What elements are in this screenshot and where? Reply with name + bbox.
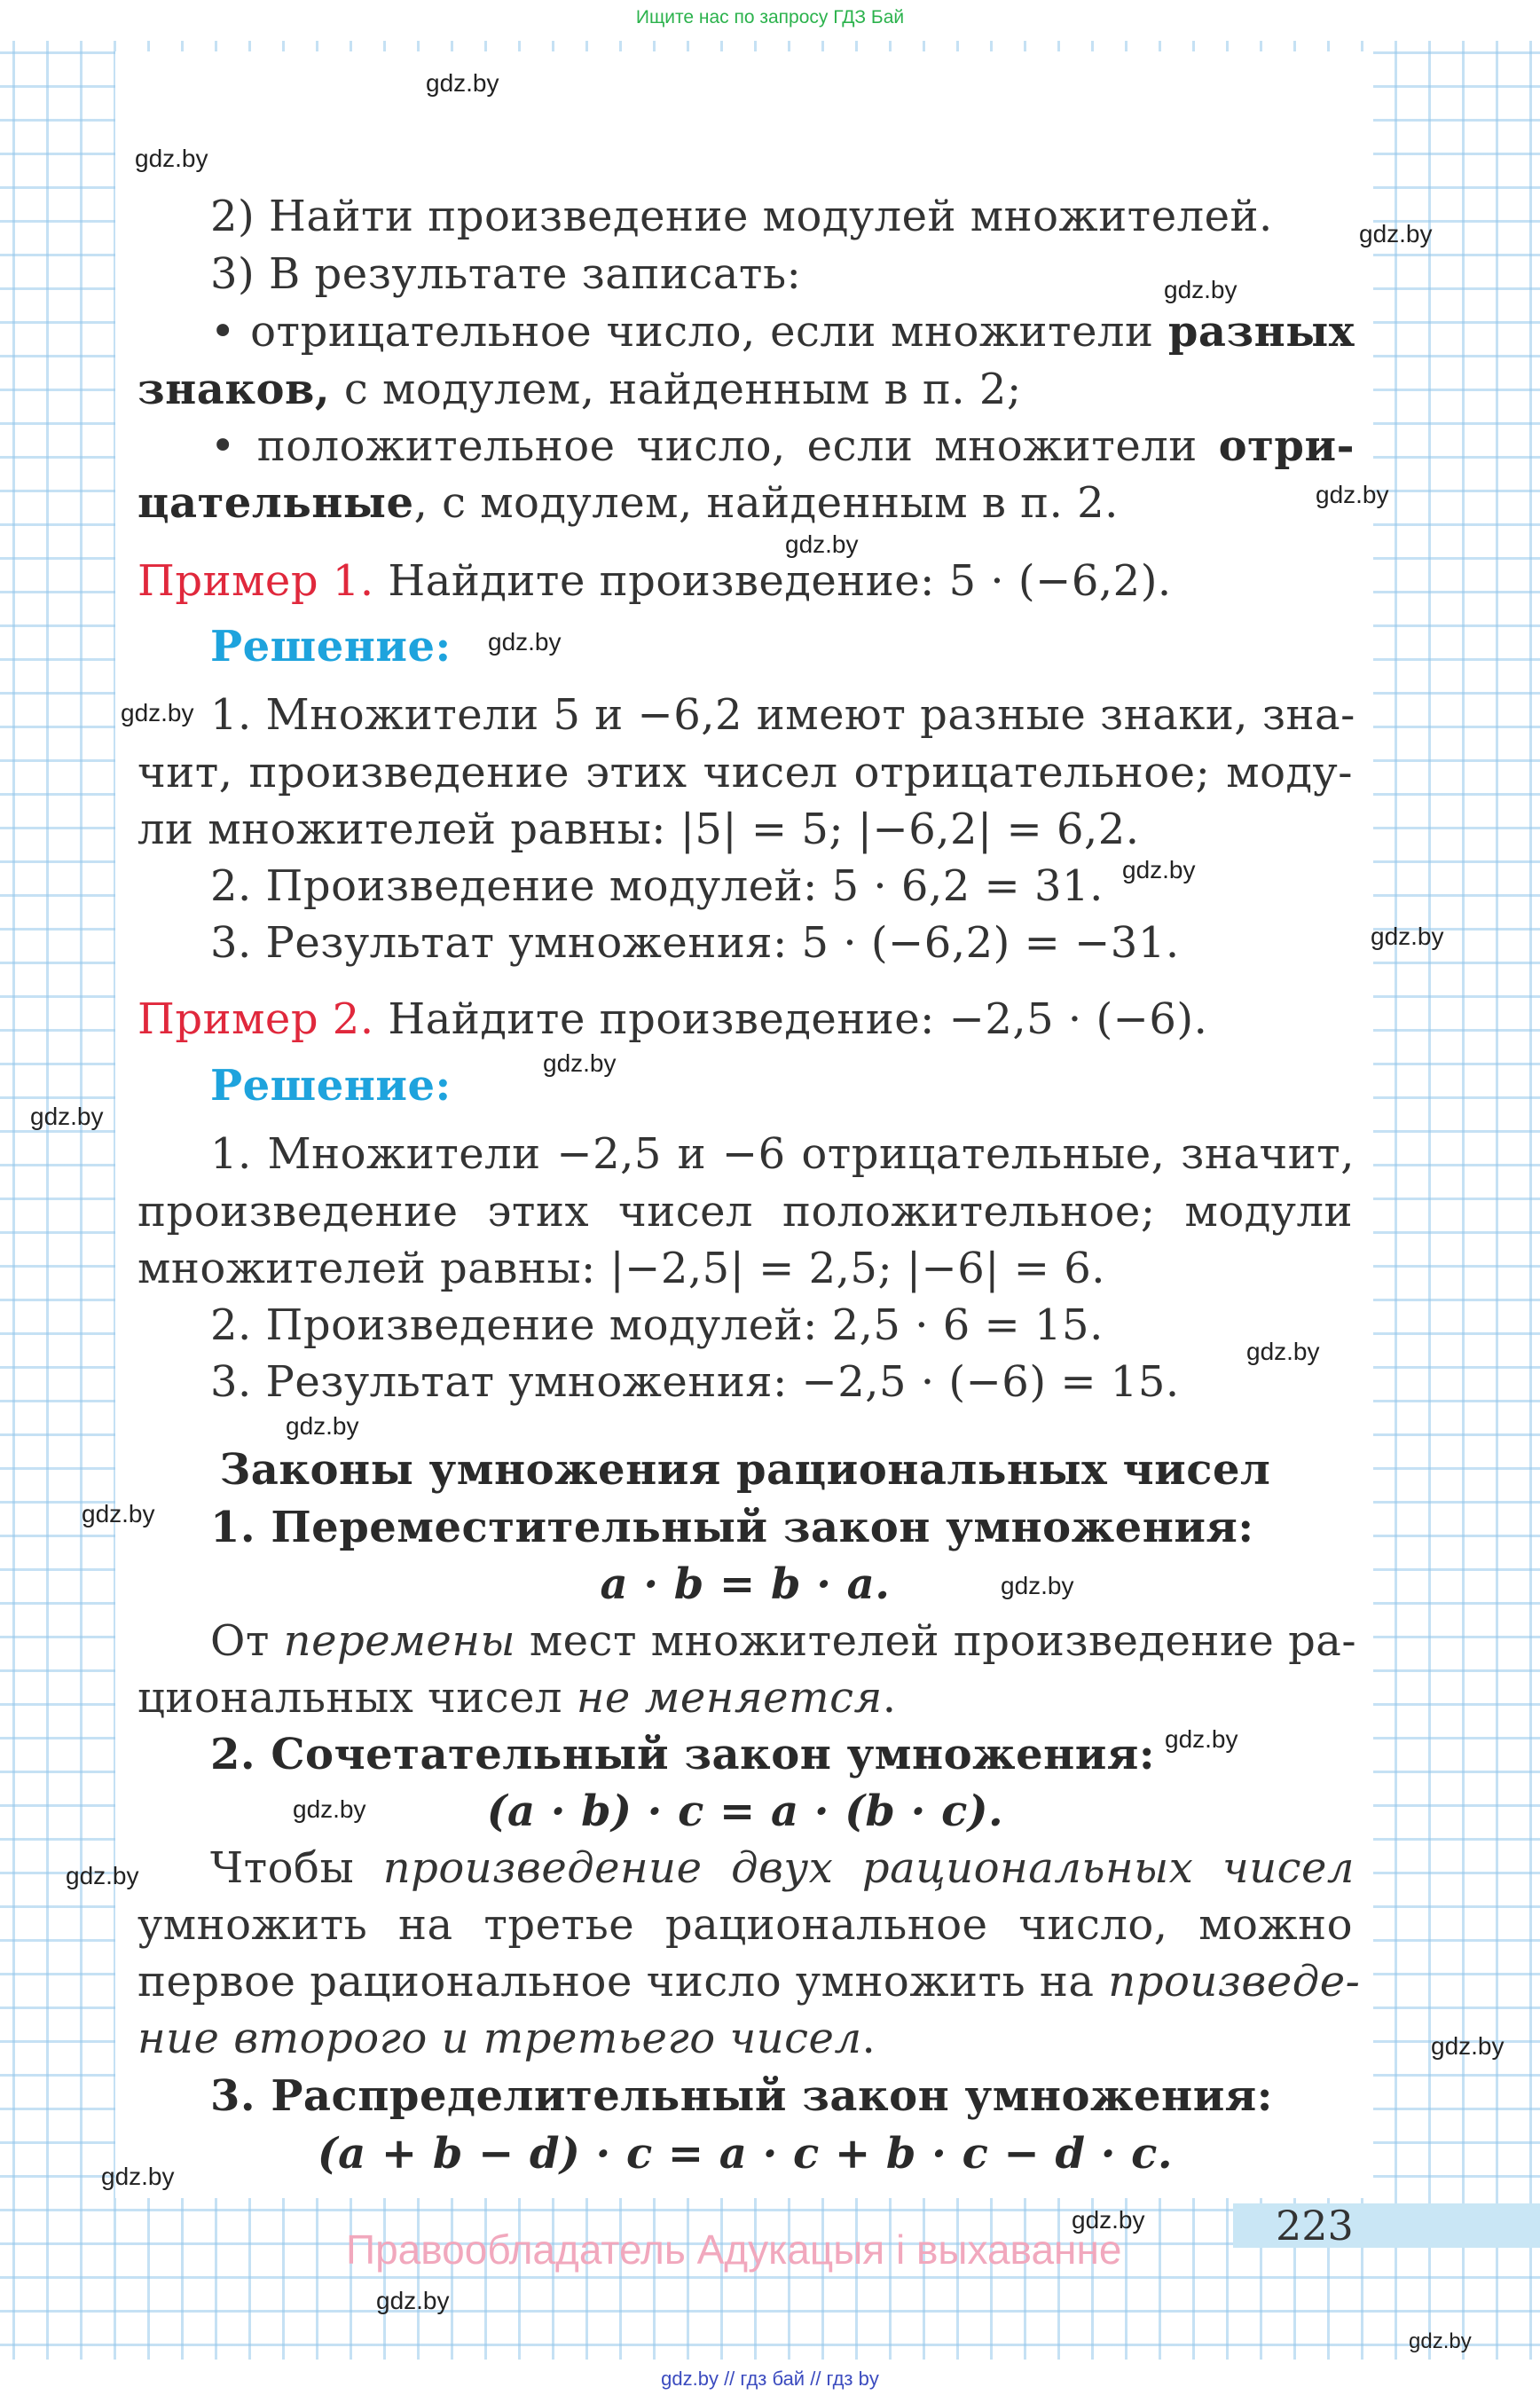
page-number: 223 bbox=[1233, 2203, 1540, 2248]
law-text-italic: ние второго и третьего чисел bbox=[138, 2014, 862, 2063]
law-1-text-line-1 bbox=[210, 1614, 1355, 1669]
law-text: Чтобы bbox=[210, 1843, 355, 1893]
watermark: gdz.by bbox=[376, 2287, 450, 2314]
watermark: gdz.by bbox=[426, 69, 499, 97]
watermark: gdz.by bbox=[101, 2163, 175, 2190]
watermark: gdz.by bbox=[1371, 923, 1444, 950]
watermark: gdz.by bbox=[1246, 1338, 1320, 1365]
law-1-text-line-2 bbox=[138, 1670, 1353, 1725]
watermark: gdz.by bbox=[1359, 220, 1433, 247]
watermark: gdz.by bbox=[1001, 1572, 1074, 1599]
rule-step-2: 2) Найти произведение модулей множителей. bbox=[210, 192, 1273, 241]
watermark: gdz.by bbox=[1431, 2032, 1505, 2060]
watermark: gdz.by bbox=[1316, 481, 1389, 508]
bullet-bold: знаков, bbox=[138, 365, 331, 414]
law-text: циональных чисел bbox=[138, 1673, 563, 1723]
law-3-formula: (a + b − d) · c = a · c + b · c − d · c. bbox=[317, 2129, 1174, 2179]
rule-bullet-2-line-1 bbox=[210, 419, 1355, 474]
bullet-marker: • bbox=[210, 421, 236, 471]
law-text-italic: произведе- bbox=[1108, 1957, 1361, 2006]
example-2-heading bbox=[138, 992, 1353, 1047]
example-1-step-1-line-3: ли множителей равны: |5| = 5; |−6,2| = 6,2. bbox=[138, 805, 1140, 854]
example-1-step-3: 3. Результат умножения: 5 · (−6,2) = −31. bbox=[210, 918, 1180, 968]
law-2-formula: (a · b) · c = a · (b · c). bbox=[486, 1787, 1004, 1836]
example-2-step-1-line-3: множителей равны: |−2,5| = 2,5; |−6| = 6. bbox=[138, 1244, 1106, 1293]
bullet-text: с модулем, найденным в п. 2; bbox=[343, 365, 1022, 414]
watermark: gdz.by bbox=[543, 1049, 617, 1077]
watermark: gdz.by bbox=[82, 1500, 155, 1527]
rule-bullet-1-line-1 bbox=[210, 304, 1355, 359]
watermark: gdz.by bbox=[488, 628, 562, 656]
law-text: первое рациональное число умножить на bbox=[138, 1957, 1095, 2006]
example-1-step-1-line-1: 1. Множители 5 и −6,2 имеют разные знаки, зна- bbox=[210, 690, 1355, 740]
bullet-text: положительное число, если множители bbox=[256, 421, 1198, 471]
example-2-solution-label: Решение: bbox=[210, 1061, 452, 1111]
watermark: gdz.by bbox=[1164, 276, 1238, 303]
law-text-italic: произведение двух рациональных чисел bbox=[382, 1843, 1355, 1893]
watermark: gdz.by bbox=[286, 1412, 359, 1440]
law-1-formula: a · b = b · a. bbox=[600, 1559, 891, 1609]
law-text: . bbox=[861, 2014, 876, 2063]
law-2-title: 2. Сочетательный закон умножения: bbox=[210, 1730, 1156, 1779]
law-1-title: 1. Переместительный закон умножения: bbox=[210, 1503, 1254, 1552]
example-1-label: Пример 1. bbox=[138, 556, 374, 606]
footer-links-text: gdz.by // гдз бай // гдз by bbox=[661, 2368, 879, 2390]
search-banner-text: Ищите нас по запросу ГДЗ Бай bbox=[635, 7, 905, 27]
example-1-solution-label: Решение: bbox=[210, 622, 452, 671]
copyright-notice: Правообладатель Адукацыя і выхаванне bbox=[346, 2226, 1122, 2273]
bullet-bold: разных bbox=[1167, 307, 1355, 357]
law-2-text-line-4 bbox=[138, 2011, 1353, 2066]
example-2-label: Пример 2. bbox=[138, 994, 374, 1044]
law-text: . bbox=[882, 1673, 897, 1723]
example-1-task: Найдите произведение: 5 · (−6,2). bbox=[388, 556, 1172, 606]
watermark: gdz.by bbox=[1409, 2329, 1472, 2353]
watermark: gdz.by bbox=[135, 145, 208, 172]
law-text: мест множителей произведение ра- bbox=[529, 1616, 1357, 1666]
rule-step-3: 3) В результате записать: bbox=[210, 249, 802, 299]
law-2-text-line-1 bbox=[210, 1841, 1355, 1896]
watermark: gdz.by bbox=[785, 530, 859, 558]
example-2-task: Найдите произведение: −2,5 · (−6). bbox=[388, 994, 1208, 1044]
bullet-bold: отри- bbox=[1218, 421, 1355, 471]
example-2-step-2: 2. Произведение модулей: 2,5 · 6 = 15. bbox=[210, 1300, 1104, 1350]
law-text: От bbox=[210, 1616, 270, 1666]
bullet-text: отрицательное число, если множители bbox=[250, 307, 1154, 357]
law-text-italic: перемены bbox=[283, 1616, 516, 1666]
rule-bullet-2-line-2 bbox=[138, 475, 1353, 530]
example-2-step-1-line-2: произведение этих чисел положительное; модули bbox=[138, 1187, 1353, 1237]
rule-bullet-1-line-2 bbox=[138, 362, 1353, 417]
example-1-step-2: 2. Произведение модулей: 5 · 6,2 = 31. bbox=[210, 861, 1104, 911]
laws-title: Законы умножения рациональных чисел bbox=[219, 1445, 1271, 1495]
example-1-step-1-line-2: чит, произведение этих чисел отрицательное; моду- bbox=[138, 748, 1353, 797]
search-banner[interactable] bbox=[0, 0, 1540, 41]
watermark: gdz.by bbox=[30, 1103, 104, 1130]
watermark: gdz.by bbox=[121, 699, 194, 726]
watermark: gdz.by bbox=[1072, 2206, 1145, 2234]
footer-links[interactable] bbox=[0, 2360, 1540, 2403]
watermark: gdz.by bbox=[1165, 1725, 1238, 1753]
watermark: gdz.by bbox=[1122, 856, 1196, 883]
example-1-heading bbox=[138, 554, 1353, 609]
law-2-text-line-3 bbox=[138, 1954, 1361, 2009]
law-3-title: 3. Распределительный закон умножения: bbox=[210, 2071, 1273, 2121]
watermark: gdz.by bbox=[66, 1862, 139, 1889]
example-2-step-3: 3. Результат умножения: −2,5 · (−6) = 15. bbox=[210, 1357, 1180, 1407]
example-2-step-1-line-1: 1. Множители −2,5 и −6 отрицательные, значит, bbox=[210, 1129, 1355, 1179]
law-text-italic: не меняется bbox=[576, 1673, 883, 1723]
bullet-bold: цательные bbox=[138, 478, 414, 528]
bullet-text: , с модулем, найденным в п. 2. bbox=[413, 478, 1119, 528]
law-2-text-line-2: умножить на третье рациональное число, можно bbox=[138, 1900, 1353, 1950]
watermark: gdz.by bbox=[293, 1795, 366, 1823]
bullet-marker: • bbox=[210, 307, 236, 357]
